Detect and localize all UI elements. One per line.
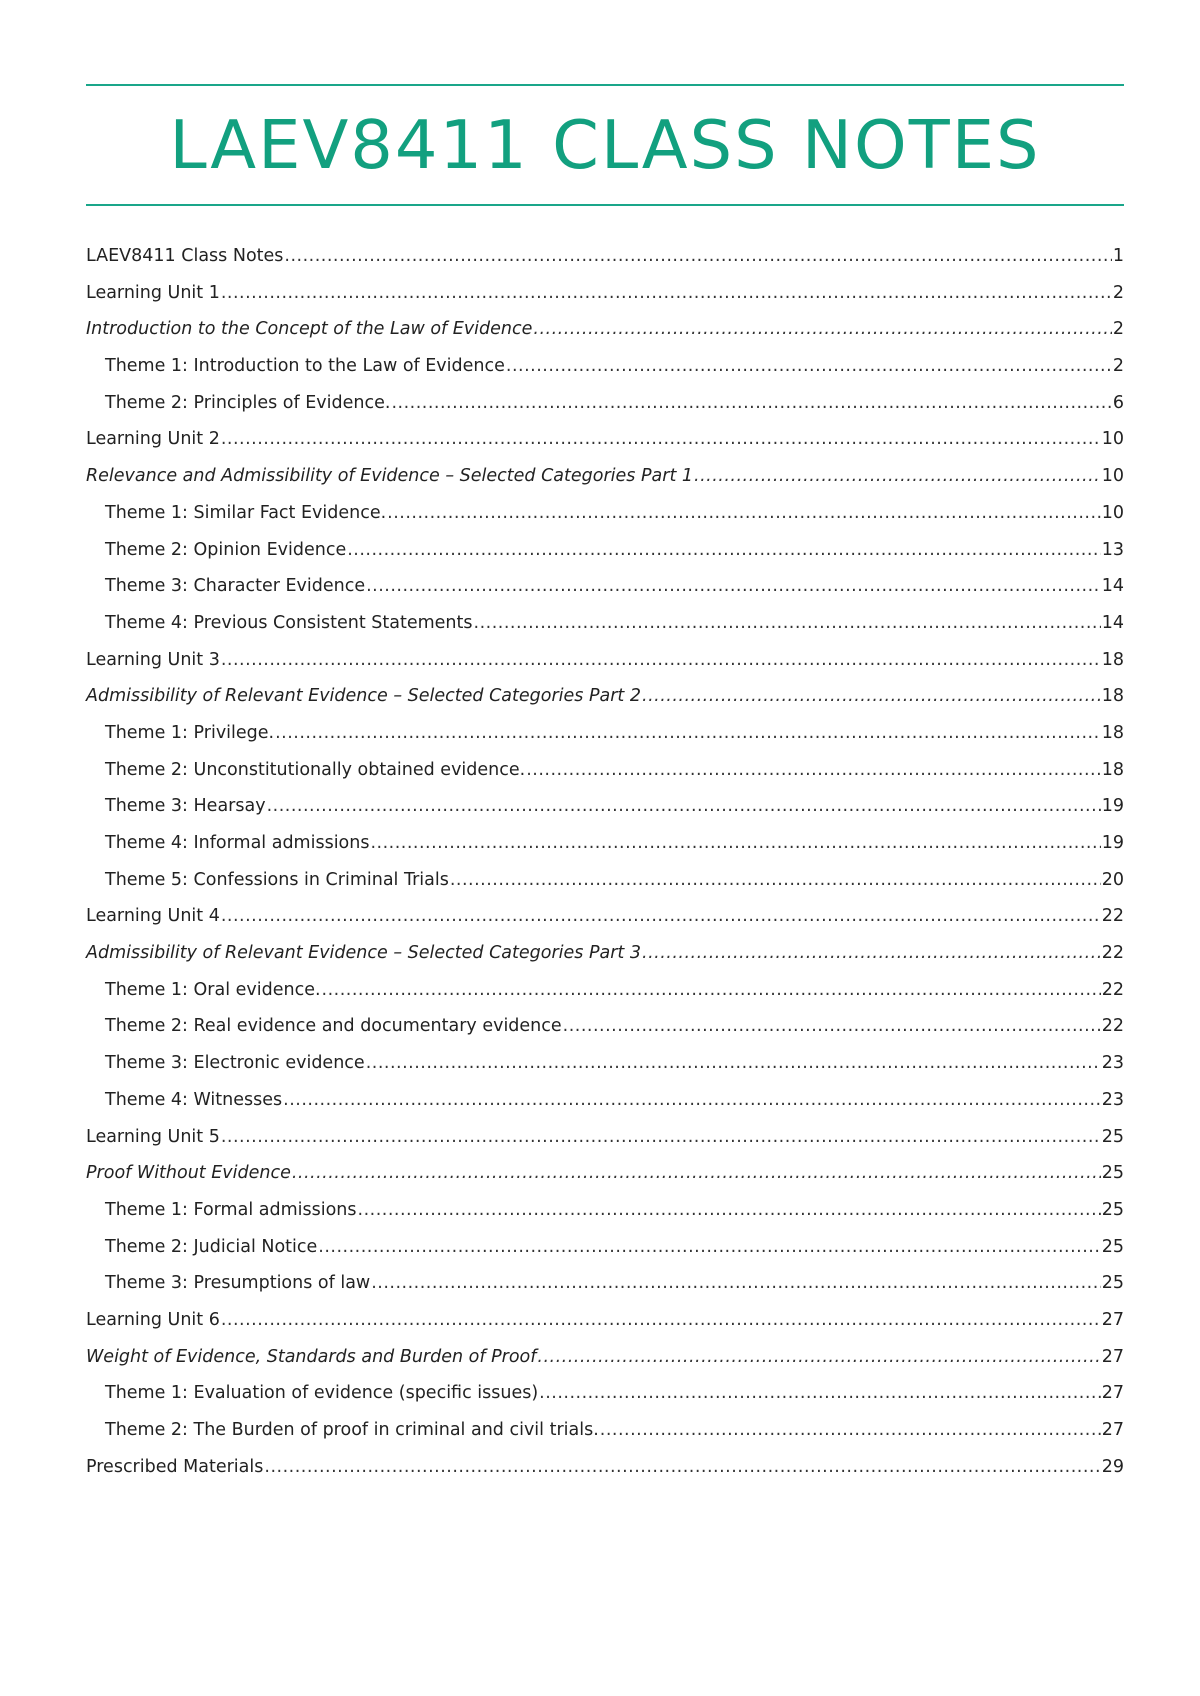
toc-page-number: 2 <box>1112 356 1124 377</box>
toc-entry[interactable] <box>86 283 1124 320</box>
toc-entry-title: Theme 2: Principles of Evidence. <box>105 392 391 413</box>
toc-entry[interactable] <box>86 319 1124 356</box>
toc-page-number: 18 <box>1101 686 1124 707</box>
toc-entry[interactable] <box>86 650 1124 687</box>
toc-entry-title: Theme 1: Oral evidence. <box>105 979 321 1000</box>
toc-page-number: 18 <box>1101 722 1124 743</box>
toc-page-number: 22 <box>1101 1016 1124 1037</box>
toc-entry[interactable] <box>86 833 1124 870</box>
toc-entry[interactable] <box>86 1347 1124 1384</box>
toc-dot-leader <box>537 1347 1100 1367</box>
toc-page-number: 2 <box>1112 319 1124 340</box>
toc-dot-leader <box>275 723 1101 743</box>
toc-entry-title: Prescribed Materials <box>86 1456 264 1477</box>
toc-page-number: 25 <box>1101 1273 1124 1294</box>
toc-dot-leader <box>539 1383 1101 1403</box>
toc-entry-title: Learning Unit 1 <box>86 282 220 303</box>
toc-entry-title: Theme 3: Electronic evidence <box>105 1053 365 1074</box>
toc-entry-title: Theme 1: Introduction to the Law of Evidence <box>105 356 505 377</box>
toc-entry-title: LAEV8411 Class Notes <box>86 246 284 266</box>
toc-page-number: 22 <box>1101 943 1124 964</box>
toc-page-number: 27 <box>1101 1346 1124 1367</box>
toc-page-number: 10 <box>1101 429 1124 450</box>
toc-dot-leader <box>358 1200 1101 1220</box>
toc-entry[interactable] <box>86 943 1124 980</box>
toc-entry-title: Theme 3: Hearsay <box>105 796 266 817</box>
toc-entry-title: Theme 2: Unconstitutionally obtained evidence. <box>105 759 526 780</box>
toc-page-number: 25 <box>1101 1236 1124 1257</box>
toc-dot-leader <box>347 540 1101 560</box>
toc-page-number: 2 <box>1112 282 1124 303</box>
toc-dot-leader <box>370 833 1100 853</box>
toc-entry-title: Learning Unit 5 <box>86 1126 220 1147</box>
toc-entry-title: Learning Unit 6 <box>86 1309 220 1330</box>
toc-page-number: 22 <box>1101 979 1124 1000</box>
toc-entry-title: Admissibility of Relevant Evidence – Selected Categories Part 2 <box>86 686 641 707</box>
toc-dot-leader <box>642 943 1101 963</box>
toc-entry-title: Theme 4: Previous Consistent Statements <box>105 612 473 633</box>
toc-entry-title: Theme 2: The Burden of proof in criminal and civil trials. <box>105 1420 599 1440</box>
toc-dot-leader <box>563 1016 1101 1036</box>
toc-entry-title: Learning Unit 2 <box>86 429 220 450</box>
toc-page-number: 20 <box>1101 869 1124 890</box>
toc-page-number: 18 <box>1101 649 1124 670</box>
toc-dot-leader <box>221 1127 1101 1147</box>
toc-page-number: 19 <box>1101 796 1124 817</box>
toc-page-number: 22 <box>1101 906 1124 927</box>
toc-entry-title: Theme 5: Confessions in Criminal Trials <box>105 869 449 890</box>
title-block <box>86 84 1124 206</box>
toc-entry[interactable] <box>86 1200 1124 1237</box>
toc-entry-title: Theme 2: Judicial Notice <box>105 1236 318 1257</box>
toc-entry[interactable] <box>86 246 1124 283</box>
toc-entry-title: Theme 1: Formal admissions <box>105 1199 357 1220</box>
toc-page-number: 27 <box>1101 1420 1124 1440</box>
toc-entry[interactable] <box>86 686 1124 723</box>
toc-page-number: 23 <box>1101 1053 1124 1074</box>
toc-page-number: 14 <box>1101 612 1124 633</box>
toc-entry[interactable] <box>86 723 1124 760</box>
toc-entry[interactable] <box>86 796 1124 833</box>
toc-entry[interactable] <box>86 1420 1124 1457</box>
toc-entry[interactable] <box>86 1163 1124 1200</box>
toc-page-number: 27 <box>1101 1309 1124 1330</box>
toc-entry-title: Theme 4: Witnesses <box>105 1089 283 1110</box>
toc-page-number: 25 <box>1101 1126 1124 1147</box>
toc-entry[interactable] <box>86 1383 1124 1420</box>
toc-dot-leader <box>221 283 1112 303</box>
toc-entry-title: Theme 2: Real evidence and documentary evidence <box>105 1016 562 1037</box>
toc-dot-leader <box>642 686 1101 706</box>
toc-entry[interactable] <box>86 1237 1124 1274</box>
table-of-contents <box>86 246 1124 1493</box>
toc-entry[interactable] <box>86 503 1124 540</box>
toc-dot-leader <box>267 796 1101 816</box>
toc-entry[interactable] <box>86 466 1124 503</box>
toc-entry-title: Theme 1: Privilege. <box>105 722 275 743</box>
toc-entry[interactable] <box>86 1310 1124 1347</box>
toc-entry[interactable] <box>86 1016 1124 1053</box>
toc-page-number: 29 <box>1101 1456 1124 1477</box>
toc-dot-leader <box>292 1163 1101 1183</box>
toc-dot-leader <box>221 1310 1101 1330</box>
toc-dot-leader <box>221 906 1101 926</box>
toc-dot-leader <box>221 650 1101 670</box>
toc-entry[interactable] <box>86 980 1124 1017</box>
toc-entry[interactable] <box>86 906 1124 943</box>
toc-entry-title: Theme 3: Presumptions of law <box>105 1273 371 1294</box>
toc-dot-leader <box>391 393 1111 413</box>
toc-entry-title: Proof Without Evidence <box>86 1163 291 1184</box>
toc-dot-leader <box>533 319 1111 339</box>
document-title: LAEV8411 CLASS NOTES <box>169 105 1041 184</box>
toc-entry-title: Introduction to the Concept of the Law of Evidence <box>86 319 533 340</box>
toc-entry-title: Learning Unit 3 <box>86 649 220 670</box>
toc-dot-leader <box>694 466 1101 486</box>
toc-entry-title: Theme 1: Similar Fact Evidence. <box>105 502 387 523</box>
toc-page-number: 10 <box>1101 466 1124 487</box>
toc-page-number: 25 <box>1101 1199 1124 1220</box>
toc-entry-title: Admissibility of Relevant Evidence – Selected Categories Part 3 <box>86 943 641 964</box>
toc-dot-leader <box>371 1273 1100 1293</box>
toc-dot-leader <box>600 1420 1101 1440</box>
toc-dot-leader <box>387 503 1101 523</box>
toc-entry[interactable] <box>86 576 1124 613</box>
toc-dot-leader <box>366 576 1101 596</box>
toc-dot-leader <box>221 429 1101 449</box>
toc-entry-title: Learning Unit 4 <box>86 906 220 927</box>
toc-entry[interactable] <box>86 1053 1124 1090</box>
toc-dot-leader <box>318 1237 1100 1257</box>
toc-entry-title: Theme 2: Opinion Evidence <box>105 539 347 560</box>
toc-entry[interactable] <box>86 613 1124 650</box>
toc-entry[interactable] <box>86 760 1124 797</box>
toc-entry[interactable] <box>86 870 1124 907</box>
toc-page-number: 10 <box>1101 502 1124 523</box>
toc-dot-leader <box>284 246 1111 266</box>
toc-page-number: 6 <box>1112 392 1124 413</box>
toc-page-number: 1 <box>1112 246 1124 266</box>
toc-entry-title: Theme 1: Evaluation of evidence (specific issues) <box>105 1383 539 1404</box>
toc-entry-title: Theme 3: Character Evidence <box>105 576 366 597</box>
toc-page-number: 23 <box>1101 1089 1124 1110</box>
toc-dot-leader <box>264 1457 1100 1477</box>
toc-dot-leader <box>366 1053 1101 1073</box>
toc-entry-title: Theme 4: Informal admissions <box>105 833 370 853</box>
toc-page-number: 14 <box>1101 576 1124 597</box>
toc-entry[interactable] <box>86 540 1124 577</box>
toc-entry[interactable] <box>86 1127 1124 1164</box>
toc-dot-leader <box>283 1090 1101 1110</box>
toc-entry[interactable] <box>86 1457 1124 1494</box>
toc-dot-leader <box>450 870 1101 890</box>
toc-page-number: 13 <box>1101 539 1124 560</box>
toc-entry[interactable] <box>86 356 1124 393</box>
toc-dot-leader <box>322 980 1101 1000</box>
toc-entry[interactable] <box>86 1090 1124 1127</box>
toc-entry[interactable] <box>86 393 1124 430</box>
toc-entry-title: Relevance and Admissibility of Evidence – Selected Categories Part 1 <box>86 466 694 487</box>
toc-page-number: 27 <box>1101 1383 1124 1404</box>
toc-dot-leader <box>506 356 1112 376</box>
document-page <box>86 84 1124 1493</box>
toc-dot-leader <box>474 613 1101 633</box>
toc-page-number: 18 <box>1101 759 1124 780</box>
toc-page-number: 19 <box>1101 833 1124 853</box>
toc-entry[interactable] <box>86 1273 1124 1310</box>
toc-dot-leader <box>526 760 1101 780</box>
toc-page-number: 25 <box>1101 1163 1124 1184</box>
toc-entry[interactable] <box>86 429 1124 466</box>
toc-entry-title: Weight of Evidence, Standards and Burden of Proof <box>86 1346 537 1367</box>
